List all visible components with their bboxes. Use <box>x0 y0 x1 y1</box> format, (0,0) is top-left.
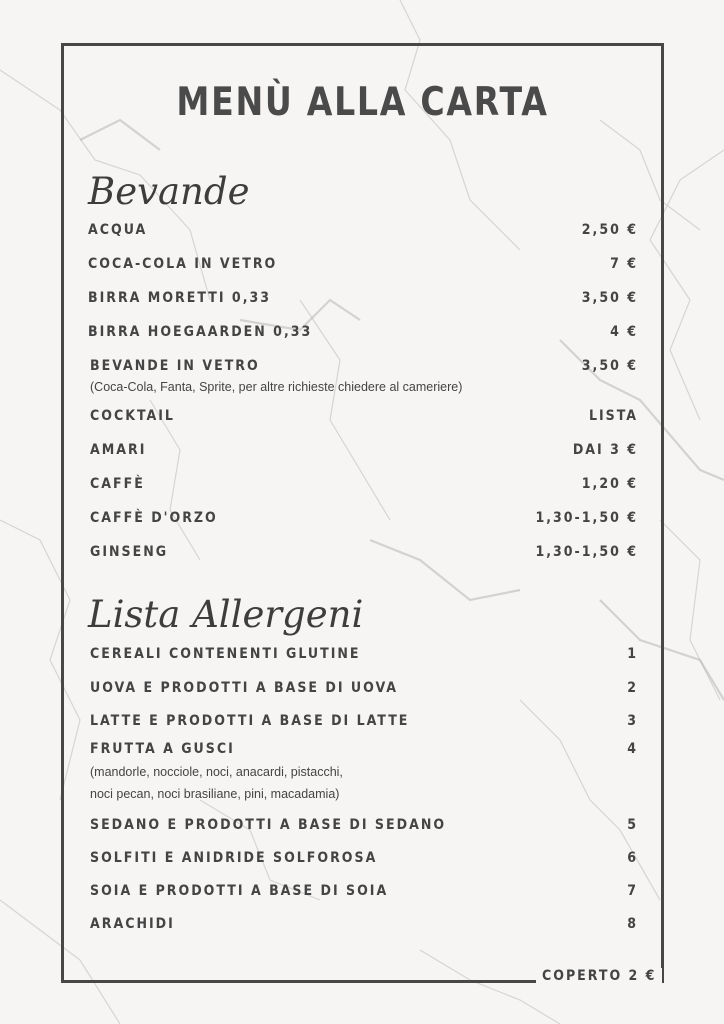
allergen-item <box>88 643 638 665</box>
drinks-heading: Bevande <box>88 170 250 213</box>
item-price: 3,50 € <box>581 358 638 374</box>
menu-item-acqua <box>88 219 638 241</box>
menu-item-caffe-orzo <box>88 507 638 529</box>
allergens-heading: Lista Allergeni <box>88 593 364 636</box>
page-title: MENÙ ALLA CARTA <box>176 80 549 125</box>
allergen-name: ARACHIDI <box>90 916 175 932</box>
item-price: LISTA <box>588 408 638 424</box>
cover-charge: COPERTO 2 € <box>536 968 662 984</box>
item-price: 1,20 € <box>581 476 638 492</box>
item-price: 4 € <box>610 324 638 340</box>
allergen-number: 5 <box>627 817 638 833</box>
item-price: 2,50 € <box>581 222 638 238</box>
allergen-number: 3 <box>627 713 638 729</box>
allergen-item <box>88 880 638 902</box>
allergen-name: SEDANO E PRODOTTI A BASE DI SEDANO <box>90 817 447 833</box>
allergen-item <box>88 814 638 836</box>
allergen-number: 8 <box>627 916 638 932</box>
item-price: DAI 3 € <box>572 442 638 458</box>
allergen-number: 1 <box>627 646 638 662</box>
item-name: ACQUA <box>88 222 148 238</box>
menu-item-coca-cola <box>88 253 638 275</box>
allergen-name: LATTE E PRODOTTI A BASE DI LATTE <box>90 713 410 729</box>
item-name: CAFFÈ D'ORZO <box>90 510 218 526</box>
item-name: BIRRA MORETTI 0,33 <box>88 290 272 306</box>
allergen-item <box>88 677 638 699</box>
allergen-item <box>88 710 638 732</box>
item-name: BEVANDE IN VETRO <box>90 358 260 374</box>
allergen-item <box>88 847 638 869</box>
allergen-name: SOIA E PRODOTTI A BASE DI SOIA <box>90 883 389 899</box>
allergen-name: UOVA E PRODOTTI A BASE DI UOVA <box>90 680 399 696</box>
allergen-number: 2 <box>627 680 638 696</box>
item-name: COCA-COLA IN VETRO <box>88 256 278 272</box>
menu-item-birra-hoegaarden <box>88 321 638 343</box>
menu-item-cocktail <box>88 405 638 427</box>
allergen-name: FRUTTA A GUSCI <box>90 741 235 757</box>
allergen-item <box>88 913 638 935</box>
menu-item-amari <box>88 439 638 461</box>
allergen-name: CEREALI CONTENENTI GLUTINE <box>90 646 361 662</box>
allergen-number: 4 <box>627 741 638 757</box>
nuts-note-line1: (mandorle, nocciole, noci, anacardi, pistacchi, <box>90 765 343 779</box>
item-price: 7 € <box>610 256 638 272</box>
item-name: COCKTAIL <box>90 408 175 424</box>
glass-drinks-note: (Coca-Cola, Fanta, Sprite, per altre richieste chiedere al cameriere) <box>90 380 463 394</box>
allergen-number: 6 <box>627 850 638 866</box>
menu-item-caffe <box>88 473 638 495</box>
allergen-item <box>88 738 638 760</box>
allergen-number: 7 <box>627 883 638 899</box>
menu-item-bevande-in-vetro <box>88 355 638 377</box>
item-price: 1,30-1,50 € <box>535 544 638 560</box>
menu-item-birra-moretti <box>88 287 638 309</box>
menu-item-ginseng <box>88 541 638 563</box>
allergen-name: SOLFITI E ANIDRIDE SOLFOROSA <box>90 850 378 866</box>
item-price: 1,30-1,50 € <box>535 510 638 526</box>
nuts-note-line2: noci pecan, noci brasiliane, pini, macadamia) <box>90 787 340 801</box>
item-name: CAFFÈ <box>90 476 145 492</box>
item-price: 3,50 € <box>581 290 638 306</box>
item-name: AMARI <box>90 442 147 458</box>
item-name: GINSENG <box>90 544 169 560</box>
item-name: BIRRA HOEGAARDEN 0,33 <box>88 324 313 340</box>
